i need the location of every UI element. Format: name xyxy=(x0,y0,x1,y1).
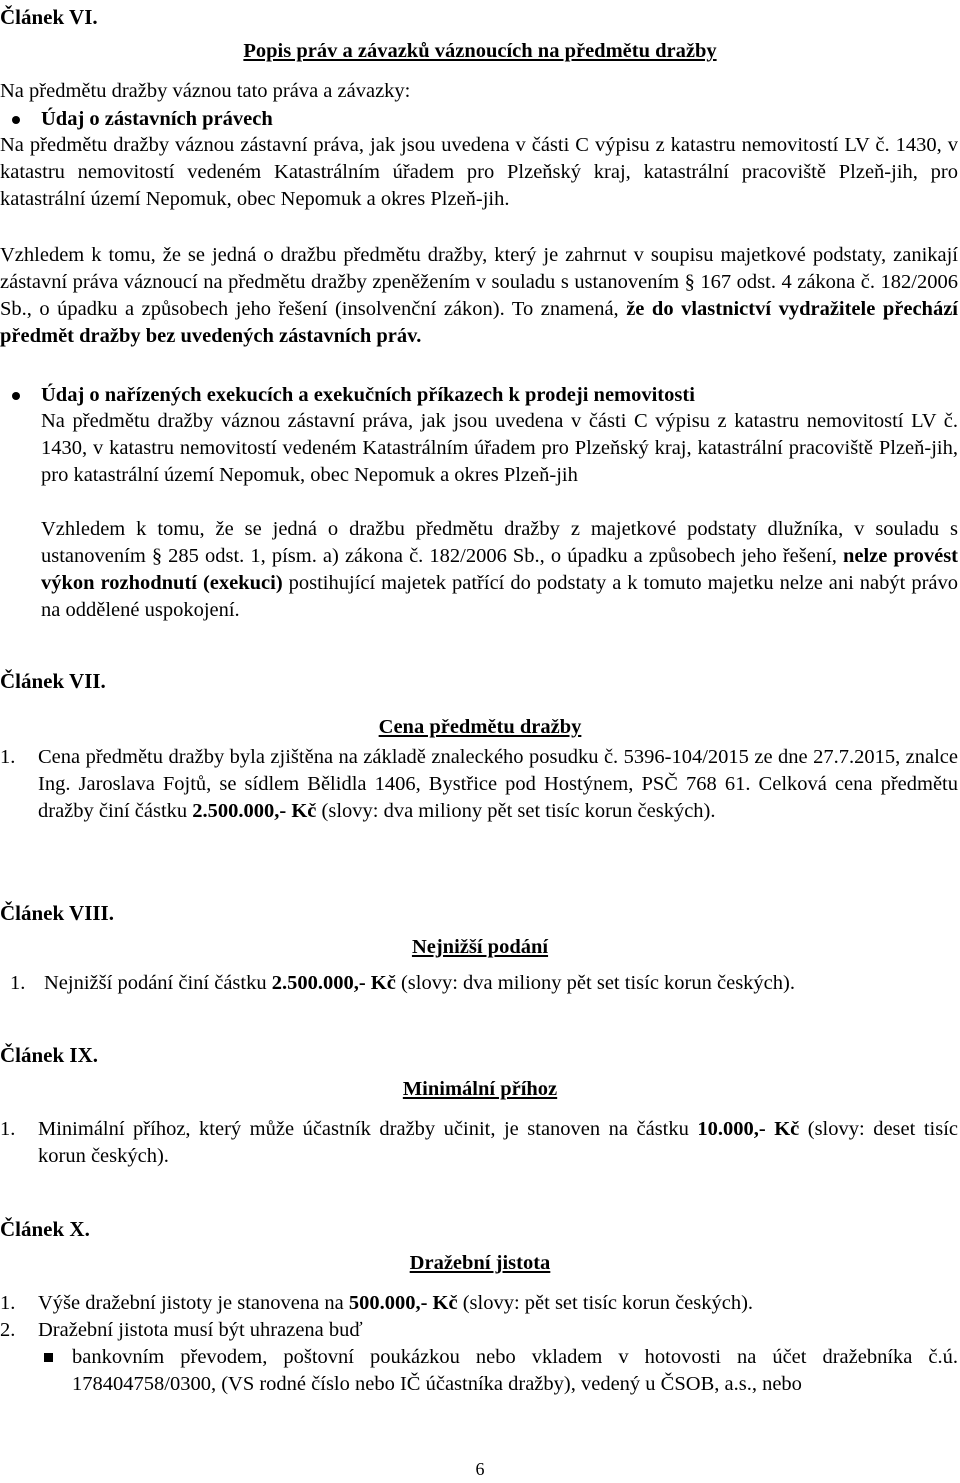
article-7-title: Cena předmětu dražby xyxy=(378,716,582,738)
article-6-title: Popis práv a závazků váznoucích na předmětu dražby xyxy=(243,40,717,62)
liens-consequence-paragraph: Vzhledem k tomu, že se jedná o dražbu předmětu dražby, který je zahrnut v soupisu majetkové podstaty, zanikají zástavní práva váznoucí na předmětu dražby zpeněžením v souladu s ustanovením § 167 odst. 4 zákona č. 182/2006 Sb., o úpadku a způsobech jeho řešení (insolvenční zákon). To znamená, že do vlastnictví vydražitele přechází předmět dražby bez uvedených zástavních práv. xyxy=(0,244,958,347)
article-8-title: Nejnižší podání xyxy=(411,936,549,958)
item-number: 2. xyxy=(0,1319,16,1341)
item-number: 1. xyxy=(0,1118,16,1140)
liens-paragraph: Na předmětu dražby váznou zástavní práva, jak jsou uvedena v části C výpisu z katastru nemovitostí LV č. 1430, v katastru nemovitostí vedeném Katastrálním úřadem pro Plzeňský kraj, katastrální pracoviště Plzeň-jih, pro katastrální území Nepomuk, obec Nepomuk a okres Plzeň-jih. xyxy=(0,134,958,210)
bullet-title-executions: Údaj o nařízených exekucích a exekučních příkazech k prodeji nemovitosti xyxy=(41,384,695,406)
article-9-heading: Článek IX. xyxy=(0,1043,99,1067)
deposit-payment-text: Dražební jistota musí být uhrazena buď xyxy=(38,1319,363,1341)
lowest-bid-text: Nejnižší podání činí částku 2.500.000,- Kč (slovy: dva miliony pět set tisíc korun českých). xyxy=(44,972,795,994)
square-bullet-icon xyxy=(44,1353,53,1362)
deposit-amount-text: Výše dražební jistoty je stanovena na 500.000,- Kč (slovy: pět set tisíc korun českých). xyxy=(38,1292,754,1314)
item-number: 1. xyxy=(10,972,26,994)
item-number: 1. xyxy=(0,1292,16,1314)
min-increment-text: Minimální příhoz, který může účastník dražby učinit, je stanoven na částku 10.000,- Kč (slovy: deset tisíc korun českých). xyxy=(38,1118,958,1167)
article-6-heading: Článek VI. xyxy=(0,5,98,29)
executions-paragraph: Na předmětu dražby váznou zástavní práva, jak jsou uvedena v části C výpisu z katastru nemovitostí LV č. 1430, v katastru nemovitostí vedeném Katastrálním úřadem pro Plzeňský kraj, katastrální pracoviště Plzeň-jih, pro katastrální území Nepomuk, obec Nepomuk a okres Plzeň-jih xyxy=(41,410,958,486)
article-7-heading: Článek VII. xyxy=(0,669,106,693)
bullet-icon xyxy=(12,116,20,124)
bullet-icon xyxy=(12,392,20,400)
executions-consequence-paragraph: Vzhledem k tomu, že se jedná o dražbu předmětu dražby z majetkové podstaty dlužníka, v souladu s ustanovením § 285 odst. 1, písm. a) zákona č. 182/2006 Sb., o úpadku a způsobech jeho řešení, nelze provést výkon rozhodnutí (exekuci) postihující majetek patřící do podstaty a k tomuto majetku nelze ani nabýt právo na oddělené uspokojení. xyxy=(41,518,958,621)
article-10-heading: Článek X. xyxy=(0,1217,90,1241)
item-number: 1. xyxy=(0,746,16,768)
payment-option-text: bankovním převodem, poštovní poukázkou nebo vkladem v hotovosti na účet dražebníka č.ú. 178404758/0300, (VS rodné číslo nebo IČ účastníka dražby), vedený u ČSOB, a.s., nebo xyxy=(72,1346,958,1395)
page-number: 6 xyxy=(475,1459,485,1479)
bullet-title-liens: Údaj o zástavních právech xyxy=(41,108,273,130)
price-text: Cena předmětu dražby byla zjištěna na základě znaleckého posudku č. 5396-104/2015 ze dne 27.7.2015, znalce Ing. Jaroslava Fojtů, se sídlem Bělidla 1406, Bystřice pod Hostýnem, PSČ 768 61. Celková cena předmětu dražby činí částku 2.500.000,- Kč (slovy: dva miliony pět set tisíc korun českých). xyxy=(38,746,958,822)
article-9-title: Minimální příhoz xyxy=(402,1078,558,1100)
article-8-heading: Článek VIII. xyxy=(0,901,114,925)
article-10-title: Dražební jistota xyxy=(409,1252,551,1274)
article-6-intro: Na předmětu dražby váznou tato práva a závazky: xyxy=(0,80,411,102)
